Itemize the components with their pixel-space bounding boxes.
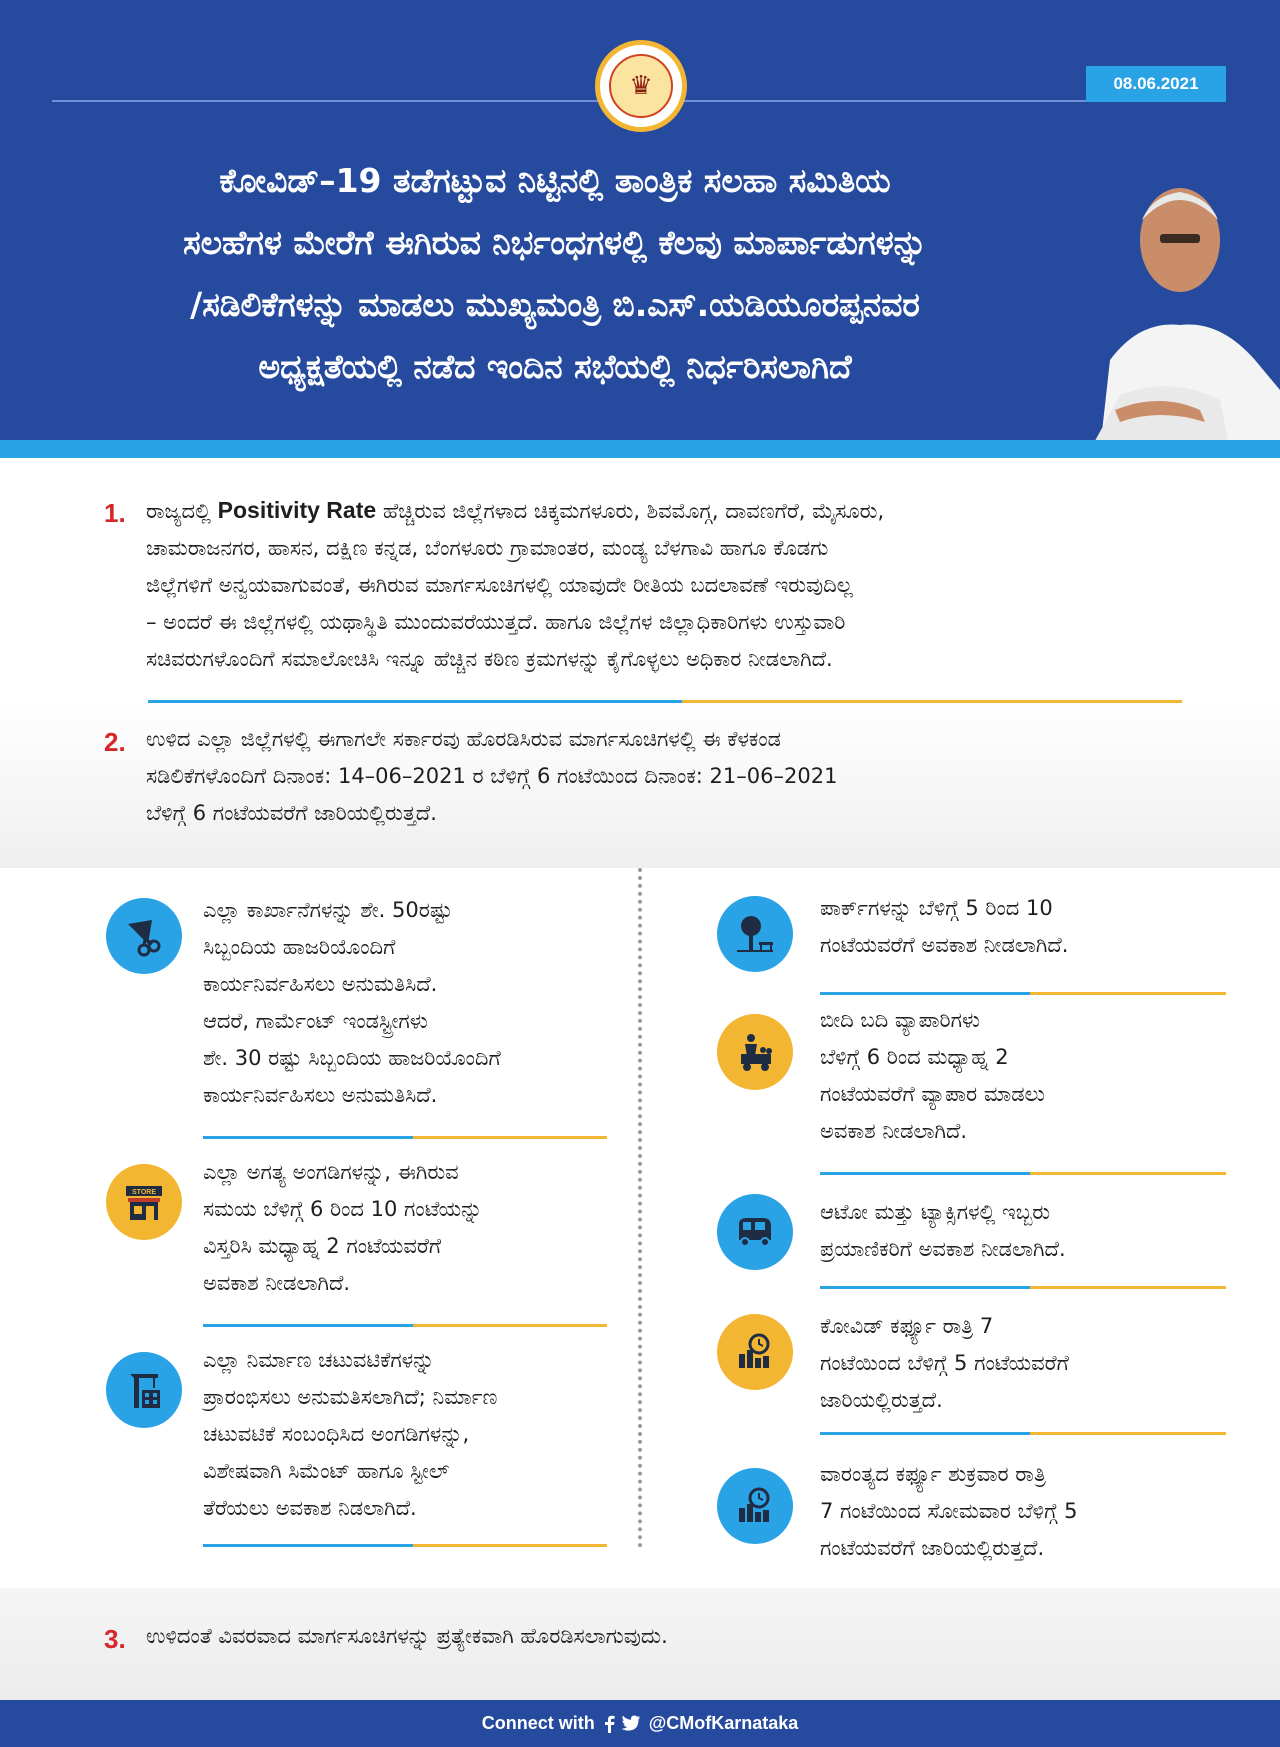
divider-blue bbox=[203, 1324, 413, 1327]
auto-taxi-text: ಆಟೋ ಮತ್ತು ಟ್ಯಾಕ್ಸಿಗಳಲ್ಲಿ ಇಬ್ಬರು ಪ್ರಯಾಣಿಕರಿಗೆ ಅವಕಾಶ ನೀಡಲಾಗಿದೆ. bbox=[820, 1200, 1066, 1261]
divider-yellow bbox=[1030, 992, 1226, 995]
factory-relaxation-text: ಎಲ್ಲಾ ಕಾರ್ಖಾನೆಗಳನ್ನು ಶೇ. 50ರಷ್ಟು ಸಿಬ್ಬಂದಿಯ ಹಾಜರಿಯೊಂದಿಗೆ ಕಾರ್ಯನಿರ್ವಹಿಸಲು ಅನುಮತಿಸಿದೆ. ಆದರೆ, ಗಾರ್ಮೆಂಟ್ ಇಂಡಸ್ಟ್ರೀಗಳು ಶೇ. 30 ರಷ್ಟು ಸಿಬ್ಬಂದಿಯ ಹಾಜರಿಯೊಂದಿಗೆ ಕಾರ್ಯನಿರ್ವಹಿಸಲು ಅನುಮತಿಸಿದೆ. bbox=[203, 898, 501, 1107]
item-2 bbox=[0, 703, 1280, 868]
divider-blue bbox=[820, 1172, 1030, 1175]
connect-label: Connect with bbox=[481, 1713, 595, 1733]
emblem-seal-icon: ♛ bbox=[609, 54, 673, 118]
svg-text:STORE: STORE bbox=[132, 1189, 156, 1196]
divider-blue bbox=[203, 1544, 413, 1547]
divider-yellow bbox=[413, 1324, 607, 1327]
street-vendor-icon bbox=[717, 1014, 793, 1090]
positivity-rate-term: Positivity Rate bbox=[217, 497, 377, 523]
header-banner bbox=[0, 0, 1280, 440]
item-3-text: ಉಳಿದಂತೆ ವಿವರವಾದ ಮಾರ್ಗಸೂಚಿಗಳನ್ನು ಪ್ರತ್ಯೇಕವಾಗಿ ಹೊರಡಿಸಲಾಗುವುದು. bbox=[146, 1624, 668, 1648]
construction-crane-icon bbox=[106, 1352, 182, 1428]
divider-blue bbox=[203, 1136, 413, 1139]
divider-yellow bbox=[1030, 1432, 1226, 1435]
divider-blue bbox=[820, 1286, 1030, 1289]
divider-blue bbox=[820, 992, 1030, 995]
parks-relaxation-text: ಪಾರ್ಕ್‌ಗಳನ್ನು ಬೆಳಿಗ್ಗೆ 5 ರಿಂದ 10 ಗಂಟೆಯವರೆಗೆ ಅವಕಾಶ ನೀಡಲಾಗಿದೆ. bbox=[820, 896, 1069, 957]
item-2-line: ಬೆಳಿಗ್ಗೆ 6 ಗಂಟೆಯವರೆಗೆ ಜಾರಿಯಲ್ಲಿರುತ್ತದೆ. bbox=[146, 801, 437, 825]
item-2-text bbox=[146, 721, 837, 832]
item-1-line: ಚಾಮರಾಜನಗರ, ಹಾಸನ, ದಕ್ಷಿಣ ಕನ್ನಡ, ಬೆಂಗಳೂರು ಗ್ರಾಮಾಂತರ, ಮಂಡ್ಯ ಬೆಳಗಾವಿ ಹಾಗೂ ಕೊಡಗು bbox=[146, 536, 829, 560]
date-badge: 08.06.2021 bbox=[1086, 66, 1226, 102]
chief-minister-portrait bbox=[1080, 160, 1280, 440]
essential-shops-text: ಎಲ್ಲಾ ಅಗತ್ಯ ಅಂಗಡಿಗಳನ್ನು, ಈಗಿರುವ ಸಮಯ ಬೆಳಿಗ್ಗೆ 6 ರಿಂದ 10 ಗಂಟೆಯನ್ನು ವಿಸ್ತರಿಸಿ ಮಧ್ಯಾಹ್ನ 2 ಗಂಟೆಯವರೆಗೆ ಅವಕಾಶ ನೀಡಲಾಗಿದೆ. bbox=[203, 1160, 483, 1295]
column-divider bbox=[638, 868, 642, 1548]
garment-scissors-icon bbox=[106, 898, 182, 974]
headline-line: /ಸಡಿಲಿಕೆಗಳನ್ನು ಮಾಡಲು ಮುಖ್ಯಮಂತ್ರಿ ಬಿ.ಎಸ್.ಯಡಿಯೂರಪ್ಪನವರ bbox=[190, 285, 920, 324]
item-1-line: ರಾಜ್ಯದಲ್ಲಿ Positivity Rate ಹೆಚ್ಚಿರುವ ಜಿಲ್ಲೆಗಳಾದ ಚಿಕ್ಕಮಗಳೂರು, ಶಿವಮೊಗ್ಗ, ದಾವಣಗೆರೆ, ಮೈಸೂರು, bbox=[146, 497, 885, 523]
divider-yellow bbox=[1030, 1172, 1226, 1175]
weekend-curfew-text: ವಾರಂತ್ಯದ ಕರ್ಫ್ಯೂ ಶುಕ್ರವಾರ ರಾತ್ರಿ 7 ಗಂಟೆಯಿಂದ ಸೋಮವಾರ ಬೆಳಿಗ್ಗೆ 5 ಗಂಟೆಯವರೆಗೆ ಜಾರಿಯಲ್ಲಿರುತ್ತದೆ. bbox=[820, 1462, 1078, 1560]
street-vendors-text: ಬೀದಿ ಬದಿ ವ್ಯಾಪಾರಿಗಳು ಬೆಳಿಗ್ಗೆ 6 ರಿಂದ ಮಧ್ಯಾಹ್ನ 2 ಗಂಟೆಯವರೆಗೆ ವ್ಯಾಪಾರ ಮಾಡಲು ಅವಕಾಶ ನೀಡಲಾಗಿದೆ. bbox=[820, 1008, 1045, 1143]
header-stripe bbox=[0, 440, 1280, 458]
divider-yellow bbox=[413, 1544, 607, 1547]
auto-rickshaw-icon bbox=[717, 1194, 793, 1270]
item-1-line: ಸಚಿವರುಗಳೊಂದಿಗೆ ಸಮಾಲೋಚಿಸಿ ಇನ್ನೂ ಹೆಚ್ಚಿನ ಕಠಿಣ ಕ್ರಮಗಳನ್ನು ಕೈಗೊಳ್ಳಲು ಅಧಿಕಾರ ನೀಡಲಾಗಿದೆ. bbox=[146, 647, 833, 671]
item-2-line: ಸಡಿಲಿಕೆಗಳೊಂದಿಗೆ ದಿನಾಂಕ: 14–06–2021 ರ ಬೆಳಿಗ್ಗೆ 6 ಗಂಟೆಯಿಂದ ದಿನಾಂಕ: 21–06–2021 bbox=[146, 764, 838, 788]
store-icon bbox=[106, 1164, 182, 1240]
facebook-icon[interactable] bbox=[603, 1715, 615, 1733]
item-1-line: ಜಿಲ್ಲೆಗಳಿಗೆ ಅನ್ವಯವಾಗುವಂತೆ, ಈಗಿರುವ ಮಾರ್ಗಸೂಚಿಗಳಲ್ಲಿ ಯಾವುದೇ ರೀತಿಯ ಬದಲಾವಣೆ ಇರುವುದಿಲ್ಲ bbox=[146, 573, 853, 597]
footer-bar bbox=[0, 1700, 1280, 1747]
divider-yellow bbox=[1030, 1286, 1226, 1289]
item-3 bbox=[0, 1588, 1280, 1700]
headline bbox=[50, 150, 1060, 398]
divider-yellow bbox=[413, 1136, 607, 1139]
headline-line: ಅಧ್ಯಕ್ಷತೆಯಲ್ಲಿ ನಡೆದ ಇಂದಿನ ಸಭೆಯಲ್ಲಿ ನಿರ್ಧರಿಸಲಾಗಿದೆ bbox=[258, 347, 852, 386]
item-number: 1. bbox=[104, 498, 126, 528]
headline-line: ಕೋವಿಡ್–19 ತಡೆಗಟ್ಟುವ ನಿಟ್ಟಿನಲ್ಲಿ ತಾಂತ್ರಿಕ ಸಲಹಾ ಸಮಿತಿಯ bbox=[219, 161, 891, 200]
item-1-text bbox=[146, 492, 884, 678]
night-curfew-icon bbox=[717, 1314, 793, 1390]
item-1 bbox=[0, 458, 1280, 703]
item-number: 2. bbox=[104, 727, 126, 757]
park-tree-icon bbox=[717, 896, 793, 972]
twitter-icon[interactable] bbox=[621, 1715, 641, 1732]
social-icons bbox=[603, 1715, 641, 1733]
divider-blue bbox=[820, 1432, 1030, 1435]
construction-relaxation-text: ಎಲ್ಲಾ ನಿರ್ಮಾಣ ಚಟುವಟಿಕೆಗಳನ್ನು ಪ್ರಾರಂಭಿಸಲು ಅನುಮತಿಸಲಾಗಿದೆ; ನಿರ್ಮಾಣ ಚಟುವಟಿಕೆ ಸಂಬಂಧಿಸಿದ ಅಂಗಡಿಗಳನ್ನು, ವಿಶೇಷವಾಗಿ ಸಿಮೆಂಟ್ ಹಾಗೂ ಸ್ಟೀಲ್ ತೆರೆಯಲು ಅವಕಾಶ ನಿಡಲಾಗಿದೆ. bbox=[203, 1348, 498, 1520]
twitter-handle-link[interactable]: @CMofKarnataka bbox=[648, 1713, 799, 1733]
weekend-curfew-icon bbox=[717, 1468, 793, 1544]
item-number: 3. bbox=[104, 1624, 126, 1654]
relaxations-grid bbox=[0, 868, 1280, 1588]
item-2-line: ಉಳಿದ ಎಲ್ಲಾ ಜಿಲ್ಲೆಗಳಲ್ಲಿ ಈಗಾಗಲೇ ಸರ್ಕಾರವು ಹೊರಡಿಸಿರುವ ಮಾರ್ಗಸೂಚಿಗಳಲ್ಲಿ ಈ ಕೆಳಕಂಡ bbox=[146, 727, 782, 751]
headline-line: ಸಲಹೆಗಳ ಮೇರೆಗೆ ಈಗಿರುವ ನಿರ್ಭಂಧಗಳಲ್ಲಿ ಕೆಲವು ಮಾರ್ಪಾಡುಗಳನ್ನು bbox=[183, 223, 927, 262]
karnataka-emblem-logo bbox=[595, 40, 687, 132]
item-1-line: – ಅಂದರೆ ಈ ಜಿಲ್ಲೆಗಳಲ್ಲಿ ಯಥಾಸ್ಥಿತಿ ಮುಂದುವರೆಯುತ್ತದೆ. ಹಾಗೂ ಜಿಲ್ಲೆಗಳ ಜಿಲ್ಲಾಧಿಕಾರಿಗಳು ಉಸ್ತುವಾರಿ bbox=[146, 610, 846, 634]
night-curfew-text: ಕೋವಿಡ್ ಕರ್ಫ್ಯೂ ರಾತ್ರಿ 7 ಗಂಟೆಯಿಂದ ಬೆಳಿಗ್ಗೆ 5 ಗಂಟೆಯವರೆಗೆ ಜಾರಿಯಲ್ಲಿರುತ್ತದೆ. bbox=[820, 1314, 1069, 1412]
